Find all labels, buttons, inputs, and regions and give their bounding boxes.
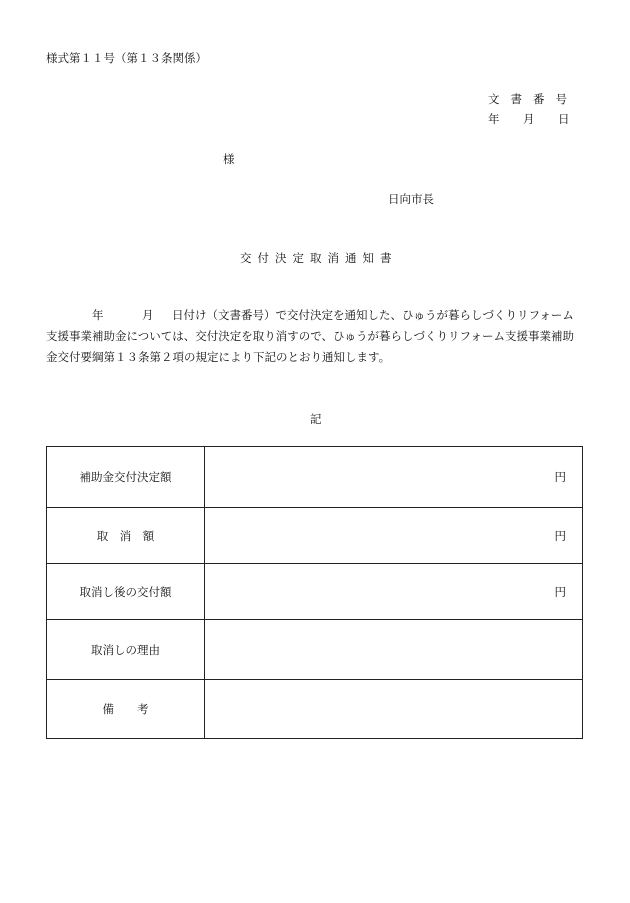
table-row xyxy=(47,508,583,564)
body-year-label: 年 xyxy=(92,308,104,322)
table-row xyxy=(47,447,583,508)
remarks-value xyxy=(205,680,583,739)
document-title: 交付決定取消通知書 xyxy=(240,251,398,265)
post-cancel-amount-label: 取消し後の交付額 xyxy=(47,564,205,620)
date-day-label: 日 xyxy=(558,112,570,126)
date-line xyxy=(488,111,570,127)
form-number: 様式第１１号（第１３条関係） xyxy=(46,51,207,65)
remarks-label: 備 考 xyxy=(47,680,205,739)
ki-heading: 記 xyxy=(310,412,322,426)
body-line-1-text: 日付け（文書番号）で交付決定を通知した、ひゅうが暮らしづくりリフォーム xyxy=(172,308,574,322)
cancel-amount-label: 取 消 額 xyxy=(47,508,205,564)
body-line-1 xyxy=(46,305,586,326)
body-line-3: 金交付要綱第１３条第２項の規定により下記のとおり通知します。 xyxy=(46,350,391,364)
notice-body xyxy=(46,305,586,368)
body-month-label: 月 xyxy=(142,308,154,322)
issuer-name: 日向市長 xyxy=(388,192,434,206)
body-line-2: 支援事業補助金については、交付決定を取り消すので、ひゅうが暮らしづくりリフォーム支援事業補助 xyxy=(46,329,574,343)
table-row xyxy=(47,564,583,620)
cancel-amount-value: 円 xyxy=(205,508,583,564)
post-cancel-amount-value: 円 xyxy=(205,564,583,620)
date-year-label: 年 xyxy=(488,112,500,126)
grant-decision-amount-value: 円 xyxy=(205,447,583,508)
recipient-suffix: 様 xyxy=(223,152,235,166)
details-table xyxy=(46,446,583,739)
table-row xyxy=(47,680,583,739)
table-row xyxy=(47,620,583,680)
date-month-label: 月 xyxy=(523,112,535,126)
cancel-reason-value xyxy=(205,620,583,680)
document-number-label: 文書番号 xyxy=(488,92,578,106)
grant-decision-amount-label: 補助金交付決定額 xyxy=(47,447,205,508)
cancel-reason-label: 取消しの理由 xyxy=(47,620,205,680)
